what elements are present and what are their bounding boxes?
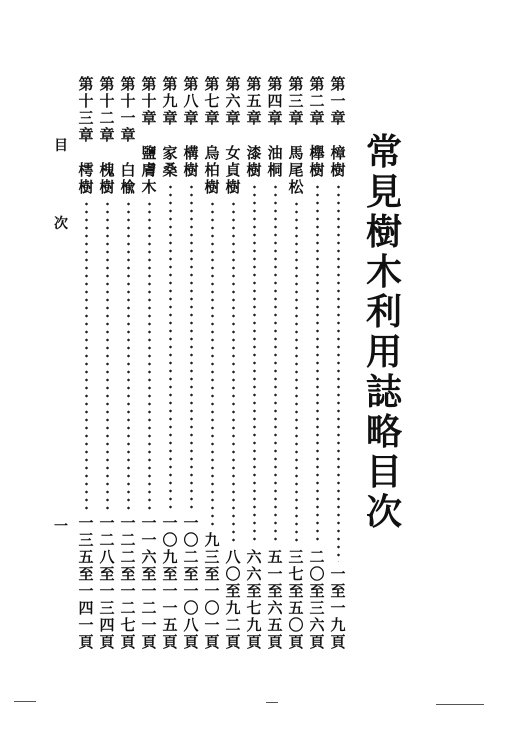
- leader-dots: [127, 200, 130, 511]
- page-range: 一 至 一 九 頁: [330, 565, 346, 651]
- leader-dots: [106, 200, 109, 511]
- page-range: 一 二 八 至 一 三 四 頁: [99, 514, 115, 651]
- leader-dots: [169, 183, 172, 511]
- chapter-label: 第 八 章: [183, 75, 199, 127]
- tree-name: 馬 尾 松: [288, 144, 304, 196]
- side-mark-page-number: 一: [54, 519, 68, 535]
- leader-dots: [274, 183, 277, 545]
- page-range: 五 一 至 六 五 頁: [267, 548, 283, 651]
- page-range: 三 七 至 五 〇 頁: [288, 548, 304, 651]
- page-range: 二 〇 至 三 六 頁: [309, 548, 325, 651]
- chapter-label: 第 十 二 章: [99, 75, 115, 144]
- page-range: 一 二 二 至 一 二 七 頁: [120, 514, 136, 651]
- toc-entry: [118, 76, 138, 651]
- scan-speck: [266, 702, 278, 703]
- tree-name: 白 楡: [120, 161, 136, 196]
- page-range: 八 〇 至 九 二 頁: [225, 548, 241, 651]
- tree-name: 槐 樹: [99, 161, 115, 196]
- chapter-label: 第 一 章: [330, 75, 346, 127]
- leader-dots: [190, 183, 193, 511]
- toc-entry: [328, 76, 348, 651]
- page-range: 九 三 至 一 〇 一 頁: [204, 531, 220, 651]
- leader-dots: [316, 183, 319, 545]
- toc-entry: [139, 76, 159, 651]
- toc-entry: [223, 76, 243, 651]
- side-mark-ci: 次: [54, 216, 68, 232]
- toc-entry: [286, 76, 306, 651]
- toc-entry: [307, 76, 327, 651]
- tree-name: 漆 樹: [246, 144, 262, 179]
- page-range: 一 一 六 至 一 二 一 頁: [141, 514, 157, 651]
- leader-dots: [295, 200, 298, 545]
- chapter-label: 第 七 章: [204, 75, 220, 127]
- page-title: 常 見 樹 木 利 用 誌 略 目 次: [366, 131, 403, 533]
- tree-name: 烏 柏 樹: [204, 144, 220, 196]
- chapter-label: 第 十 三 章: [78, 75, 94, 144]
- chapter-label: 第 十 章: [141, 75, 157, 127]
- side-mark-mu: 目: [54, 138, 68, 154]
- leader-dots: [211, 200, 214, 528]
- tree-name: 樗 樹: [78, 161, 94, 196]
- tree-name: 構 樹: [183, 144, 199, 179]
- toc-entry: [244, 76, 264, 651]
- toc-entry: [76, 76, 96, 651]
- chapter-label: 第 五 章: [246, 75, 262, 127]
- scan-speck: [436, 704, 484, 705]
- tree-name: 樟 樹: [330, 144, 346, 179]
- chapter-label: 第 三 章: [288, 75, 304, 127]
- page-range: 一 〇 二 至 一 〇 八 頁: [183, 514, 199, 651]
- scan-speck: [14, 701, 36, 702]
- leader-dots: [232, 200, 235, 545]
- chapter-label: 第 二 章: [309, 75, 325, 127]
- toc-entry: [160, 76, 180, 651]
- chapter-label: 第 九 章: [162, 75, 178, 127]
- tree-name: 家 桑: [162, 144, 178, 179]
- tree-name: 油 桐: [267, 144, 283, 179]
- toc-entry: [265, 76, 285, 651]
- leader-dots: [337, 183, 340, 562]
- toc-entry: [97, 76, 117, 651]
- page-range: 一 三 五 至 一 四 一 頁: [78, 514, 94, 651]
- chapter-label: 第 六 章: [225, 75, 241, 127]
- leader-dots: [85, 200, 88, 511]
- leader-dots: [253, 183, 256, 545]
- chapter-label: 第 十 一 章: [120, 75, 136, 144]
- tree-name: 女 貞 樹: [225, 144, 241, 196]
- toc-entry: [181, 76, 201, 651]
- tree-name: 鹽 膚 木: [141, 144, 157, 196]
- page-range: 六 六 至 七 九 頁: [246, 548, 262, 651]
- tree-name: 櫸 樹: [309, 144, 325, 179]
- chapter-label: 第 四 章: [267, 75, 283, 127]
- page-range: 一 〇 九 至 一 一 五 頁: [162, 514, 178, 651]
- toc-entry: [202, 76, 222, 651]
- leader-dots: [148, 200, 151, 511]
